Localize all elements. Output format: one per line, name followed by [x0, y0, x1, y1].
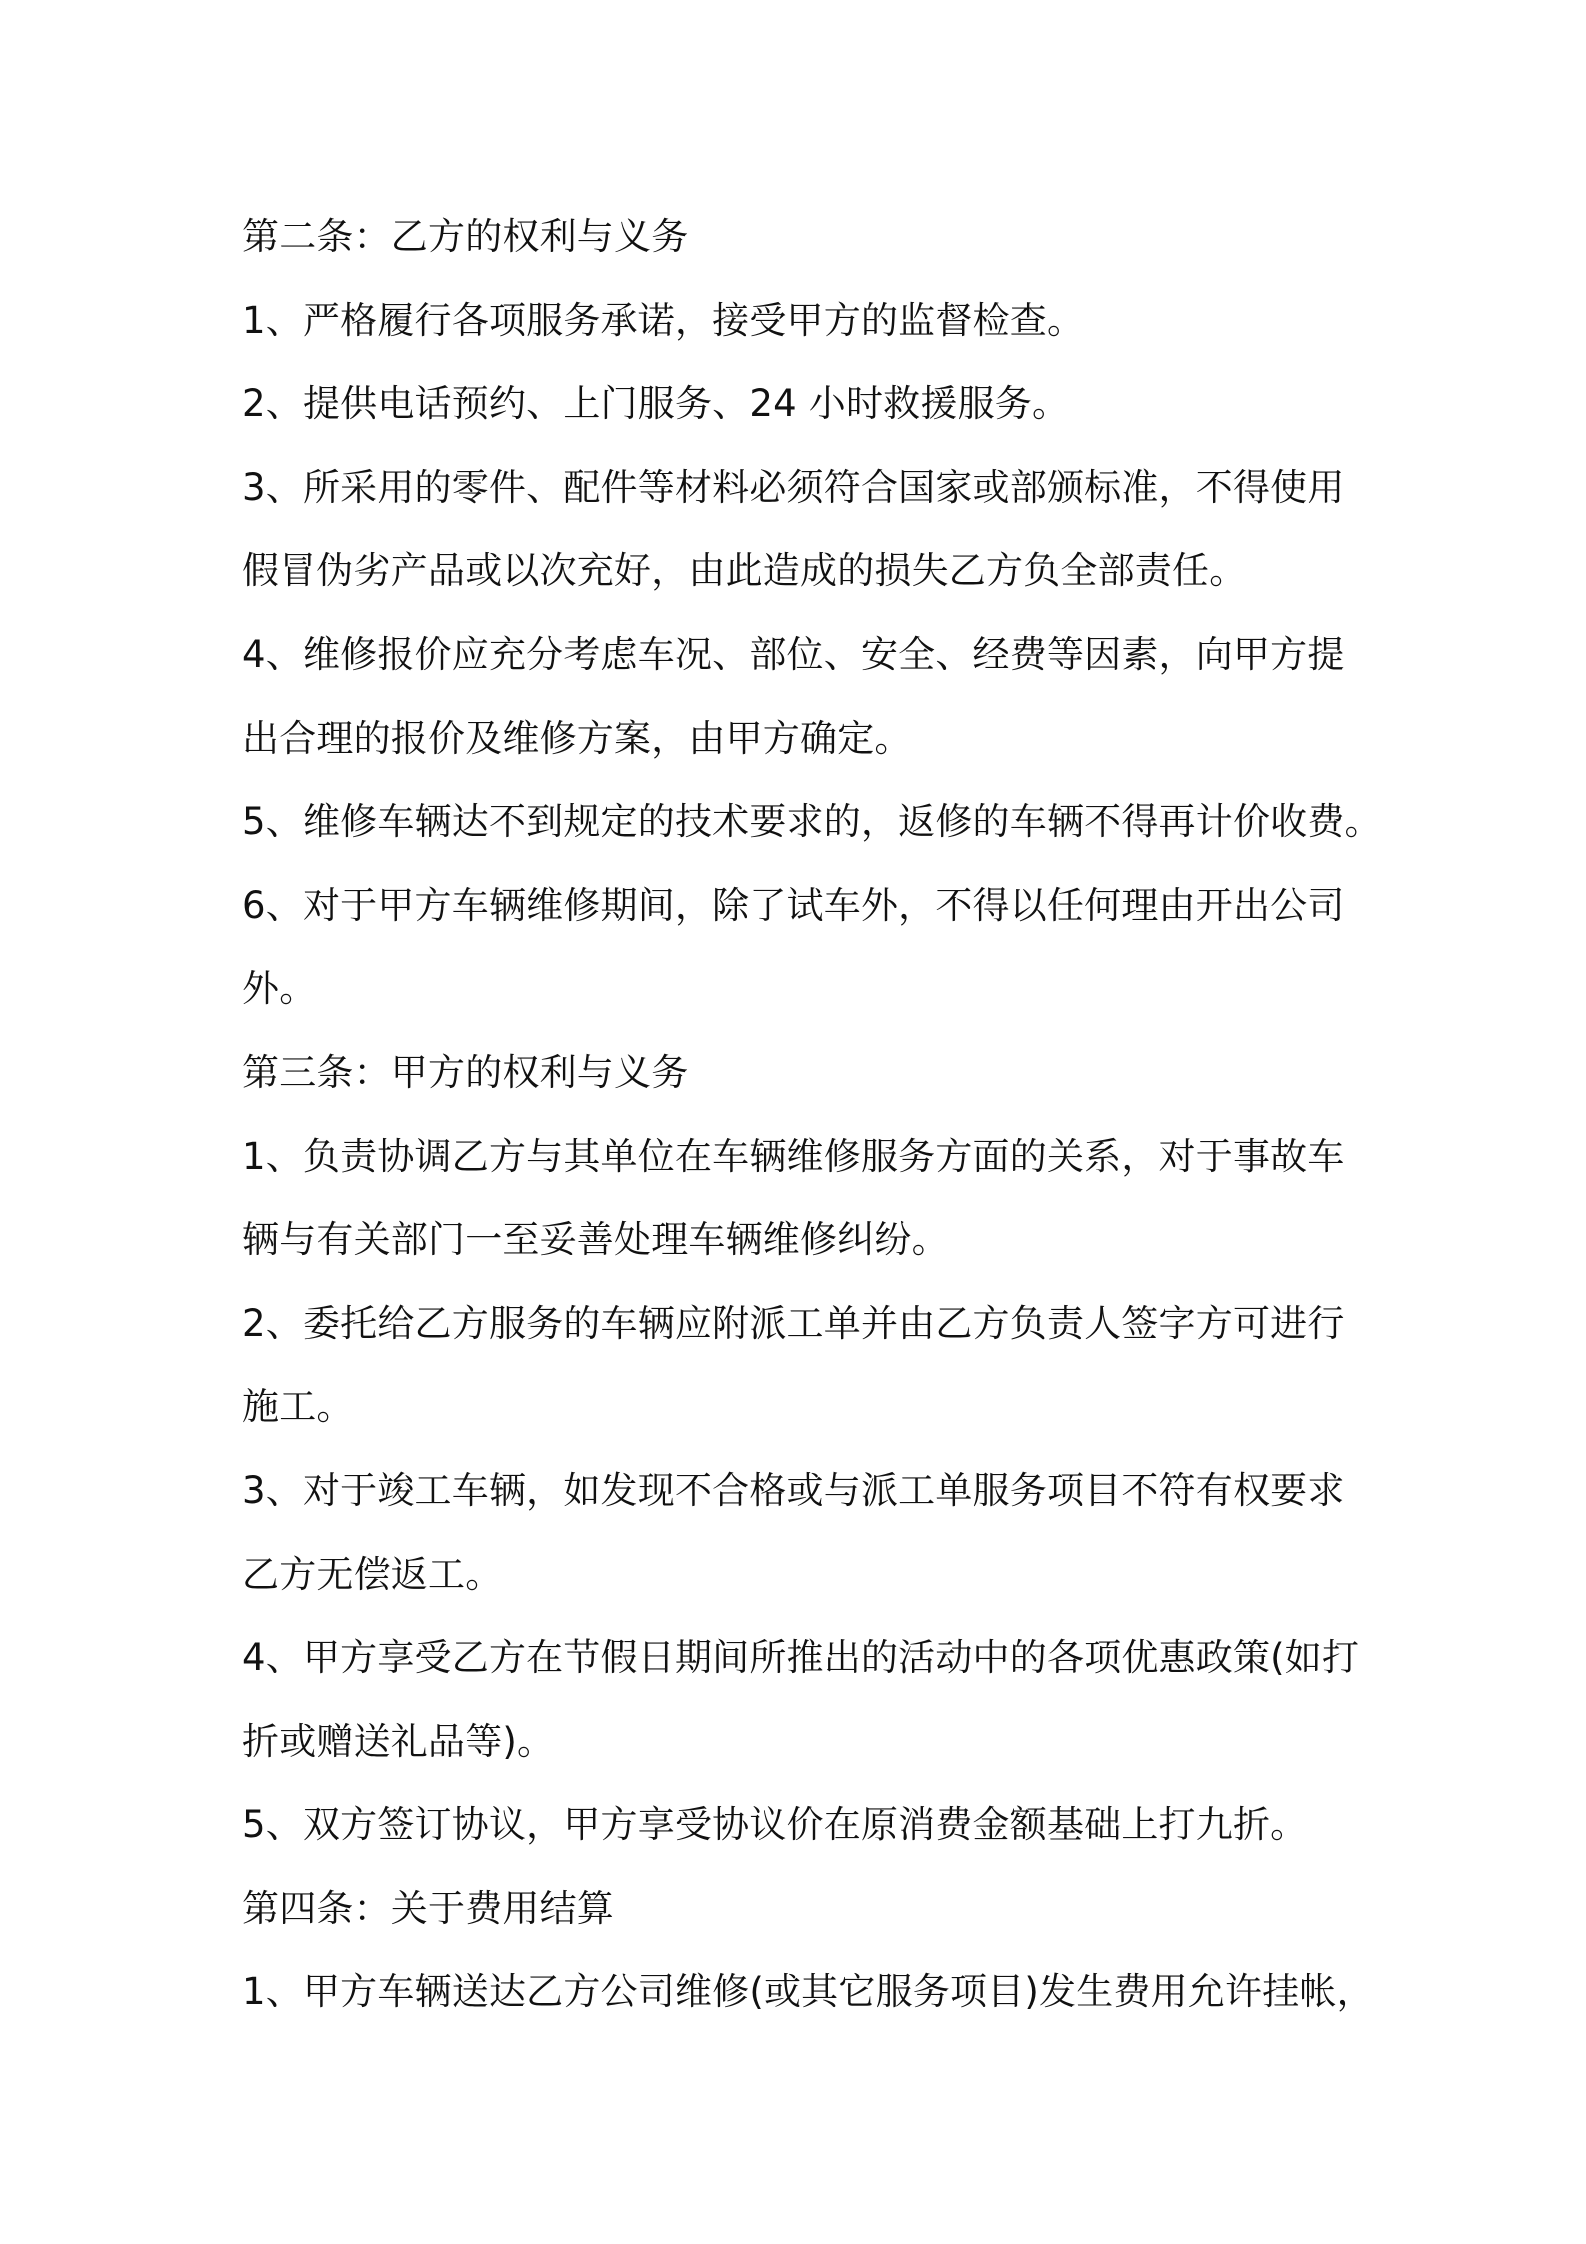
section-heading-article-2: 第二条：乙方的权利与义务 [242, 215, 689, 258]
clause-line: 施工。 [242, 1385, 354, 1429]
clause-line: 假冒伪劣产品或以次充好，由此造成的损失乙方负全部责任。 [242, 549, 1247, 593]
clause-line: 折或赠送礼品等)。 [242, 1719, 555, 1763]
clause-line: 外。 [242, 967, 317, 1011]
clause-line: 3、对于竣工车辆，如发现不合格或与派工单服务项目不符有权要求 [242, 1468, 1345, 1512]
clause-line: 出合理的报价及维修方案，由甲方确定。 [242, 716, 912, 760]
clause-line: 乙方无偿返工。 [242, 1552, 503, 1596]
clause-line: 3、所采用的零件、配件等材料必须符合国家或部颁标准，不得使用 [242, 465, 1345, 509]
clause-line: 1、甲方车辆送达乙方公司维修(或其它服务项目)发生费用允许挂帐， [242, 1970, 1374, 2014]
clause-line: 1、严格履行各项服务承诺，接受甲方的监督检查。 [242, 298, 1085, 342]
clause-line: 2、委托给乙方服务的车辆应附派工单并由乙方负责人签字方可进行 [242, 1301, 1345, 1345]
clause-line: 4、维修报价应充分考虑车况、部位、安全、经费等因素，向甲方提 [242, 632, 1345, 676]
clause-line: 1、负责协调乙方与其单位在车辆维修服务方面的关系，对于事故车 [242, 1134, 1345, 1178]
clause-line: 6、对于甲方车辆维修期间，除了试车外，不得以任何理由开出公司 [242, 883, 1345, 927]
clause-line: 5、双方签订协议，甲方享受协议价在原消费金额基础上打九折。 [242, 1803, 1308, 1847]
clause-line: 4、甲方享受乙方在节假日期间所推出的活动中的各项优惠政策(如打 [242, 1636, 1360, 1680]
clause-line: 辆与有关部门一至妥善处理车辆维修纠纷。 [242, 1218, 949, 1262]
clause-line: 5、维修车辆达不到规定的技术要求的，返修的车辆不得再计价收费。 [242, 800, 1382, 844]
section-heading-article-4: 第四条：关于费用结算 [242, 1886, 614, 1930]
section-heading-article-3: 第三条：甲方的权利与义务 [242, 1050, 689, 1094]
clause-line: 2、提供电话预约、上门服务、24 小时救援服务。 [242, 382, 1070, 426]
document-body [242, 195, 1382, 2034]
